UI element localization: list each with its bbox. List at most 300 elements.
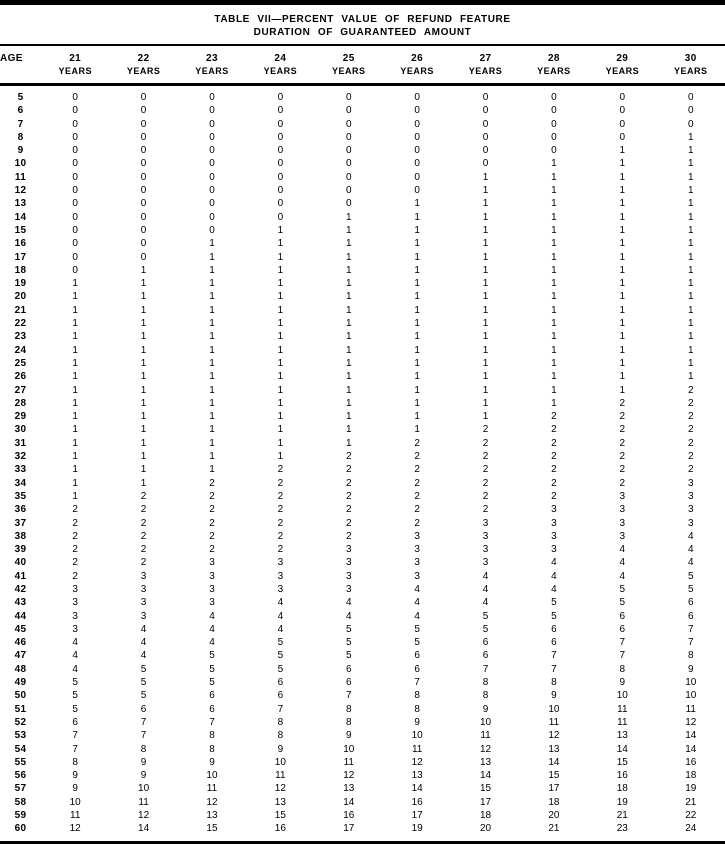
value-cell: 3 [414, 570, 420, 582]
value-cell: 1 [72, 318, 78, 330]
value-cell: 5 [414, 623, 420, 635]
value-cell: 0 [277, 158, 284, 170]
value-cell: 0 [551, 145, 557, 157]
value-cell: 2 [619, 437, 626, 449]
value-cell: 2 [209, 544, 215, 556]
table-row [0, 623, 725, 636]
column-header-21-years [41, 46, 109, 85]
value-cell: 1 [72, 304, 78, 316]
value-cell: 0 [209, 171, 215, 183]
value-cell: 1 [140, 411, 147, 423]
value-cell: 1 [209, 397, 215, 409]
value-cell: 1 [551, 158, 557, 170]
table-row [0, 649, 725, 662]
value-cell: 2 [345, 517, 352, 529]
value-cell: 0 [140, 105, 147, 117]
value-cell: 1 [140, 437, 147, 449]
column-header-27-years [451, 46, 519, 85]
value-cell: 0 [687, 118, 694, 130]
age-cell: 22 [14, 318, 27, 330]
value-cell: 4 [72, 650, 78, 662]
value-cell: 12 [685, 716, 697, 728]
value-cell: 1 [551, 304, 557, 316]
value-cell: 1 [72, 437, 78, 449]
value-cell: 0 [72, 171, 78, 183]
table-row [0, 317, 725, 330]
value-cell: 1 [687, 264, 694, 276]
value-cell: 1 [687, 357, 694, 369]
value-cell: 8 [619, 663, 626, 675]
value-cell: 1 [209, 331, 215, 343]
value-cell: 0 [72, 224, 78, 236]
value-cell: 0 [551, 92, 557, 103]
value-cell: 1 [414, 384, 420, 396]
value-cell: 10 [343, 743, 355, 755]
value-cell: 3 [140, 583, 147, 595]
value-cell: 22 [685, 810, 697, 822]
value-cell: 1 [140, 397, 147, 409]
value-cell: 8 [414, 703, 420, 715]
value-cell: 5 [482, 610, 489, 622]
value-cell: 8 [209, 730, 215, 742]
years-label: YEARS [58, 66, 92, 76]
value-cell: 0 [140, 131, 147, 143]
value-cell: 0 [72, 198, 78, 210]
age-cell: 45 [14, 623, 27, 635]
age-cell: 38 [14, 530, 27, 542]
value-cell: 19 [411, 823, 423, 835]
table-row [0, 197, 725, 210]
value-cell: 10 [69, 796, 81, 808]
value-cell: 8 [72, 756, 78, 768]
value-cell: 20 [548, 810, 560, 822]
value-cell: 9 [619, 677, 626, 689]
value-cell: 2 [72, 544, 78, 556]
table-row [0, 556, 725, 569]
years-label: YEARS [400, 66, 434, 76]
value-cell: 15 [206, 823, 218, 835]
value-cell: 1 [277, 291, 284, 303]
value-cell: 1 [482, 371, 489, 383]
value-cell: 3 [687, 490, 694, 502]
value-cell: 0 [72, 251, 78, 263]
value-cell: 6 [619, 623, 626, 635]
value-cell: 4 [619, 544, 626, 556]
value-cell: 6 [414, 663, 420, 675]
value-cell: 1 [414, 264, 420, 276]
age-cell: 49 [14, 677, 27, 689]
value-cell: 2 [277, 530, 284, 542]
value-cell: 5 [72, 703, 78, 715]
age-cell: 31 [14, 437, 27, 449]
value-cell: 14 [685, 730, 697, 742]
column-header-29-years [588, 46, 656, 85]
value-cell: 0 [140, 185, 147, 197]
value-cell: 2 [551, 490, 557, 502]
value-cell: 1 [277, 397, 284, 409]
value-cell: 3 [209, 570, 215, 582]
value-cell: 1 [619, 198, 626, 210]
value-cell: 10 [411, 730, 423, 742]
value-cell: 0 [414, 185, 420, 197]
value-cell: 2 [687, 384, 694, 396]
value-cell: 0 [414, 118, 420, 130]
value-cell: 1 [72, 464, 78, 476]
table-body [0, 85, 725, 836]
value-cell: 9 [345, 730, 352, 742]
value-cell: 2 [551, 424, 557, 436]
value-cell: 4 [551, 583, 557, 595]
value-cell: 8 [482, 677, 489, 689]
value-cell: 1 [277, 451, 284, 463]
value-cell: 1 [209, 411, 215, 423]
table-row [0, 610, 725, 623]
value-cell: 9 [72, 783, 78, 795]
value-cell: 0 [140, 145, 147, 157]
value-cell: 3 [414, 557, 420, 569]
value-cell: 9 [140, 756, 147, 768]
value-cell: 0 [209, 118, 215, 130]
value-cell: 1 [619, 158, 626, 170]
table-row [0, 796, 725, 809]
value-cell: 1 [140, 477, 147, 489]
value-cell: 1 [209, 437, 215, 449]
value-cell: 1 [687, 278, 694, 290]
value-cell: 8 [209, 743, 215, 755]
value-cell: 3 [209, 583, 215, 595]
table-row [0, 131, 725, 144]
value-cell: 1 [414, 318, 420, 330]
value-cell: 2 [551, 464, 557, 476]
value-cell: 6 [551, 623, 557, 635]
value-cell: 1 [414, 424, 420, 436]
value-cell: 0 [482, 92, 489, 103]
table-row [0, 384, 725, 397]
value-cell: 1 [72, 278, 78, 290]
age-cell: 19 [14, 278, 27, 290]
value-cell: 2 [619, 411, 626, 423]
table-row [0, 423, 725, 436]
value-cell: 13 [343, 783, 355, 795]
value-cell: 4 [209, 623, 215, 635]
value-cell: 1 [277, 437, 284, 449]
age-cell: 58 [14, 796, 27, 808]
value-cell: 4 [414, 610, 420, 622]
value-cell: 9 [277, 743, 284, 755]
value-cell: 11 [685, 703, 696, 715]
value-cell: 0 [140, 171, 147, 183]
value-cell: 4 [209, 610, 215, 622]
value-cell: 1 [140, 278, 147, 290]
value-cell: 6 [209, 690, 215, 702]
value-cell: 0 [482, 131, 489, 143]
value-cell: 9 [551, 690, 557, 702]
value-cell: 1 [482, 344, 489, 356]
value-cell: 0 [140, 198, 147, 210]
value-cell: 15 [479, 783, 492, 795]
age-cell: 21 [14, 304, 27, 316]
value-cell: 1 [482, 357, 489, 369]
value-cell: 2 [140, 557, 147, 569]
value-cell: 2 [277, 544, 284, 556]
top-rule [0, 0, 725, 5]
value-cell: 1 [482, 198, 489, 210]
value-cell: 3 [277, 557, 284, 569]
column-header-24-years [246, 46, 314, 85]
value-cell: 11 [411, 743, 423, 755]
value-cell: 0 [619, 131, 626, 143]
value-cell: 5 [619, 597, 626, 609]
value-cell: 12 [343, 770, 355, 782]
value-cell: 1 [687, 198, 694, 210]
value-cell: 0 [209, 198, 215, 210]
table-row [0, 769, 725, 782]
value-cell: 21 [685, 796, 697, 808]
value-cell: 6 [345, 677, 352, 689]
value-cell: 5 [345, 650, 352, 662]
value-cell: 9 [72, 770, 78, 782]
value-cell: 2 [551, 477, 557, 489]
value-cell: 2 [209, 530, 215, 542]
value-cell: 2 [72, 504, 78, 516]
value-cell: 11 [617, 703, 628, 715]
column-header-30-years [657, 46, 725, 85]
value-cell: 4 [414, 583, 420, 595]
value-cell: 1 [414, 304, 420, 316]
value-cell: 0 [619, 92, 626, 103]
value-cell: 1 [209, 424, 215, 436]
value-cell: 1 [277, 238, 284, 250]
value-cell: 10 [685, 677, 697, 689]
value-cell: 1 [551, 171, 557, 183]
value-cell: 17 [343, 823, 355, 835]
table-row [0, 809, 725, 822]
value-cell: 7 [619, 637, 626, 649]
value-cell: 3 [72, 597, 78, 609]
age-cell: 18 [14, 264, 27, 276]
value-cell: 0 [277, 118, 284, 130]
value-cell: 1 [140, 264, 147, 276]
value-cell: 7 [140, 716, 147, 728]
value-cell: 5 [209, 677, 215, 689]
age-cell: 41 [14, 570, 27, 582]
column-header-26-years [383, 46, 451, 85]
value-cell: 1 [277, 384, 284, 396]
value-cell: 15 [616, 756, 628, 768]
value-cell: 3 [140, 597, 147, 609]
refund-feature-table [0, 46, 725, 836]
value-cell: 1 [72, 357, 78, 369]
value-cell: 1 [551, 198, 557, 210]
value-cell: 7 [414, 677, 420, 689]
value-cell: 2 [209, 517, 215, 529]
value-cell: 4 [687, 557, 694, 569]
value-cell: 1 [345, 411, 352, 423]
age-column-header: AGE [0, 46, 41, 85]
year-number: 21 [69, 53, 82, 64]
age-cell: 37 [14, 517, 27, 529]
table-row [0, 437, 725, 450]
table-row [0, 703, 725, 716]
age-cell: 48 [14, 663, 27, 675]
value-cell: 1 [551, 238, 557, 250]
value-cell: 8 [687, 650, 694, 662]
value-cell: 1 [482, 304, 489, 316]
age-cell: 25 [14, 357, 27, 369]
value-cell: 4 [140, 623, 147, 635]
value-cell: 1 [345, 344, 352, 356]
age-cell: 17 [14, 251, 27, 263]
value-cell: 2 [72, 530, 78, 542]
value-cell: 14 [616, 743, 628, 755]
value-cell: 1 [72, 424, 78, 436]
value-cell: 8 [482, 690, 489, 702]
value-cell: 1 [140, 371, 147, 383]
age-cell: 46 [14, 637, 27, 649]
value-cell: 2 [72, 557, 78, 569]
value-cell: 1 [345, 211, 352, 223]
value-cell: 3 [551, 530, 557, 542]
value-cell: 1 [687, 344, 694, 356]
value-cell: 8 [551, 677, 557, 689]
value-cell: 1 [209, 384, 215, 396]
age-cell: 30 [14, 424, 27, 436]
value-cell: 21 [616, 810, 628, 822]
value-cell: 0 [551, 118, 557, 130]
value-cell: 3 [482, 544, 489, 556]
value-cell: 19 [616, 796, 628, 808]
value-cell: 1 [551, 251, 557, 263]
value-cell: 0 [140, 211, 147, 223]
value-cell: 0 [482, 105, 489, 117]
table-row [0, 157, 725, 170]
value-cell: 10 [616, 690, 628, 702]
value-cell: 1 [72, 371, 78, 383]
age-cell: 15 [14, 224, 27, 236]
age-cell: 43 [14, 597, 27, 609]
value-cell: 1 [687, 158, 694, 170]
age-cell: 20 [14, 291, 27, 303]
value-cell: 1 [414, 397, 420, 409]
value-cell: 1 [277, 251, 284, 263]
value-cell: 5 [687, 583, 694, 595]
value-cell: 1 [209, 291, 215, 303]
value-cell: 15 [274, 810, 286, 822]
value-cell: 16 [616, 770, 628, 782]
value-cell: 1 [277, 357, 284, 369]
value-cell: 12 [411, 756, 423, 768]
value-cell: 2 [687, 424, 694, 436]
value-cell: 2 [482, 504, 489, 516]
value-cell: 1 [482, 264, 489, 276]
value-cell: 1 [209, 464, 215, 476]
value-cell: 2 [687, 411, 694, 423]
value-cell: 18 [548, 796, 560, 808]
value-cell: 12 [138, 810, 150, 822]
value-cell: 4 [551, 570, 557, 582]
value-cell: 0 [140, 92, 147, 103]
value-cell: 4 [345, 610, 352, 622]
table-row [0, 503, 725, 516]
value-cell: 0 [345, 131, 352, 143]
value-cell: 1 [619, 211, 626, 223]
value-cell: 14 [138, 823, 150, 835]
bottom-rule [0, 841, 725, 844]
age-cell: 34 [14, 477, 27, 489]
value-cell: 2 [551, 451, 557, 463]
value-cell: 5 [414, 637, 420, 649]
value-cell: 18 [479, 810, 492, 822]
value-cell: 10 [548, 703, 560, 715]
value-cell: 0 [482, 145, 489, 157]
age-cell: 56 [14, 770, 27, 782]
value-cell: 16 [343, 810, 355, 822]
value-cell: 0 [209, 224, 215, 236]
value-cell: 1 [277, 331, 284, 343]
value-cell: 2 [414, 517, 420, 529]
value-cell: 7 [277, 703, 284, 715]
value-cell: 1 [414, 238, 420, 250]
value-cell: 4 [209, 637, 215, 649]
value-cell: 7 [209, 716, 215, 728]
value-cell: 5 [345, 623, 352, 635]
age-cell: 10 [14, 158, 27, 170]
value-cell: 0 [72, 131, 78, 143]
table-row [0, 171, 725, 184]
value-cell: 5 [72, 690, 78, 702]
value-cell: 6 [209, 703, 215, 715]
table-row [0, 477, 725, 490]
value-cell: 1 [619, 304, 626, 316]
value-cell: 1 [414, 291, 420, 303]
value-cell: 15 [548, 770, 560, 782]
value-cell: 0 [209, 105, 215, 117]
value-cell: 1 [140, 464, 147, 476]
age-cell: 32 [14, 451, 27, 463]
value-cell: 0 [209, 158, 215, 170]
value-cell: 0 [687, 105, 694, 117]
value-cell: 17 [479, 796, 492, 808]
value-cell: 0 [414, 171, 420, 183]
value-cell: 6 [72, 716, 78, 728]
value-cell: 1 [277, 304, 284, 316]
value-cell: 0 [72, 238, 78, 250]
value-cell: 5 [551, 610, 557, 622]
value-cell: 1 [687, 371, 694, 383]
value-cell: 3 [619, 517, 626, 529]
value-cell: 2 [140, 544, 147, 556]
value-cell: 1 [277, 344, 284, 356]
age-cell: 35 [14, 490, 27, 502]
value-cell: 0 [414, 92, 420, 103]
value-cell: 0 [277, 198, 284, 210]
value-cell: 1 [140, 304, 147, 316]
value-cell: 12 [206, 796, 218, 808]
value-cell: 2 [687, 464, 694, 476]
table-row [0, 450, 725, 463]
value-cell: 1 [209, 357, 215, 369]
value-cell: 1 [140, 344, 147, 356]
value-cell: 2 [277, 490, 284, 502]
value-cell: 1 [345, 224, 352, 236]
value-cell: 3 [209, 597, 215, 609]
value-cell: 3 [414, 544, 420, 556]
value-cell: 3 [687, 517, 694, 529]
value-cell: 2 [277, 504, 284, 516]
value-cell: 2 [345, 464, 352, 476]
value-cell: 6 [619, 610, 626, 622]
table-row [0, 344, 725, 357]
